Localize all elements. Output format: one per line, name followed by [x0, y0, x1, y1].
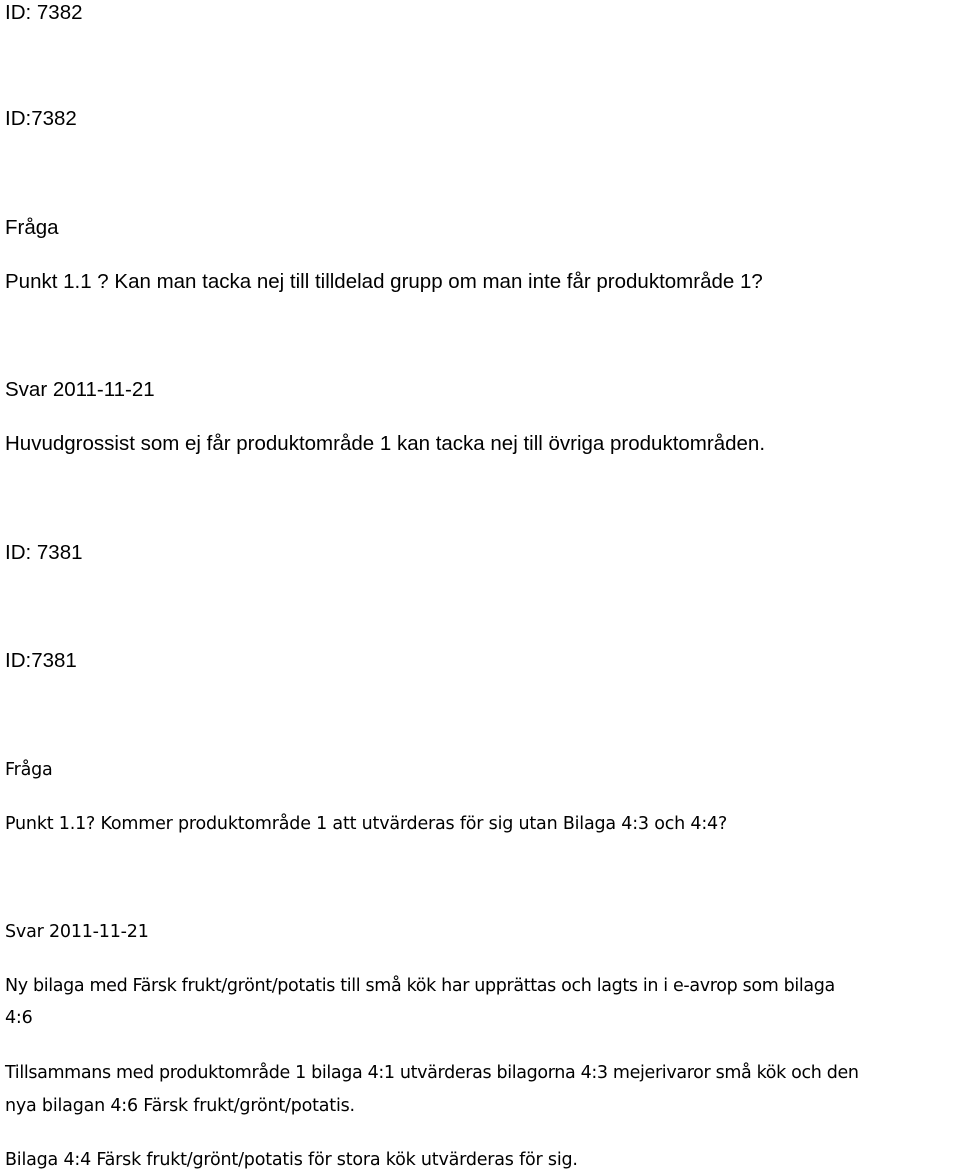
answer-paragraph-line: Tillsammans med produktområde 1 bilaga 4:1 utvärderas bilagorna 4:3 mejerivaror små kök och den [5, 1063, 859, 1083]
question-label: Fråga [5, 760, 53, 780]
answer-label: Svar 2011-11-21 [5, 378, 155, 401]
question-label: Fråga [5, 216, 59, 239]
question-text: Punkt 1.1? Kommer produktområde 1 att utvärderas för sig utan Bilaga 4:3 och 4:4? [5, 814, 728, 834]
entry-id-label: ID:7382 [5, 107, 77, 130]
answer-paragraph-line: Ny bilaga med Färsk frukt/grönt/potatis till små kök har upprättas och lagts in i e-avrop som bilaga [5, 976, 835, 996]
entry-id-label: ID:7381 [5, 649, 77, 672]
answer-text: Huvudgrossist som ej får produktområde 1 kan tacka nej till övriga produktområden. [5, 432, 766, 455]
answer-paragraph-line: nya bilagan 4:6 Färsk frukt/grönt/potatis. [5, 1096, 355, 1116]
entry-id-heading: ID: 7382 [5, 1, 83, 24]
answer-paragraph-line: 4:6 [5, 1008, 33, 1028]
answer-label: Svar 2011-11-21 [5, 922, 149, 942]
question-text: Punkt 1.1 ? Kan man tacka nej till tilldelad grupp om man inte får produktområde 1? [5, 270, 763, 293]
answer-paragraph: Bilaga 4:4 Färsk frukt/grönt/potatis för stora kök utvärderas för sig. [5, 1150, 578, 1170]
entry-id-heading: ID: 7381 [5, 541, 83, 564]
